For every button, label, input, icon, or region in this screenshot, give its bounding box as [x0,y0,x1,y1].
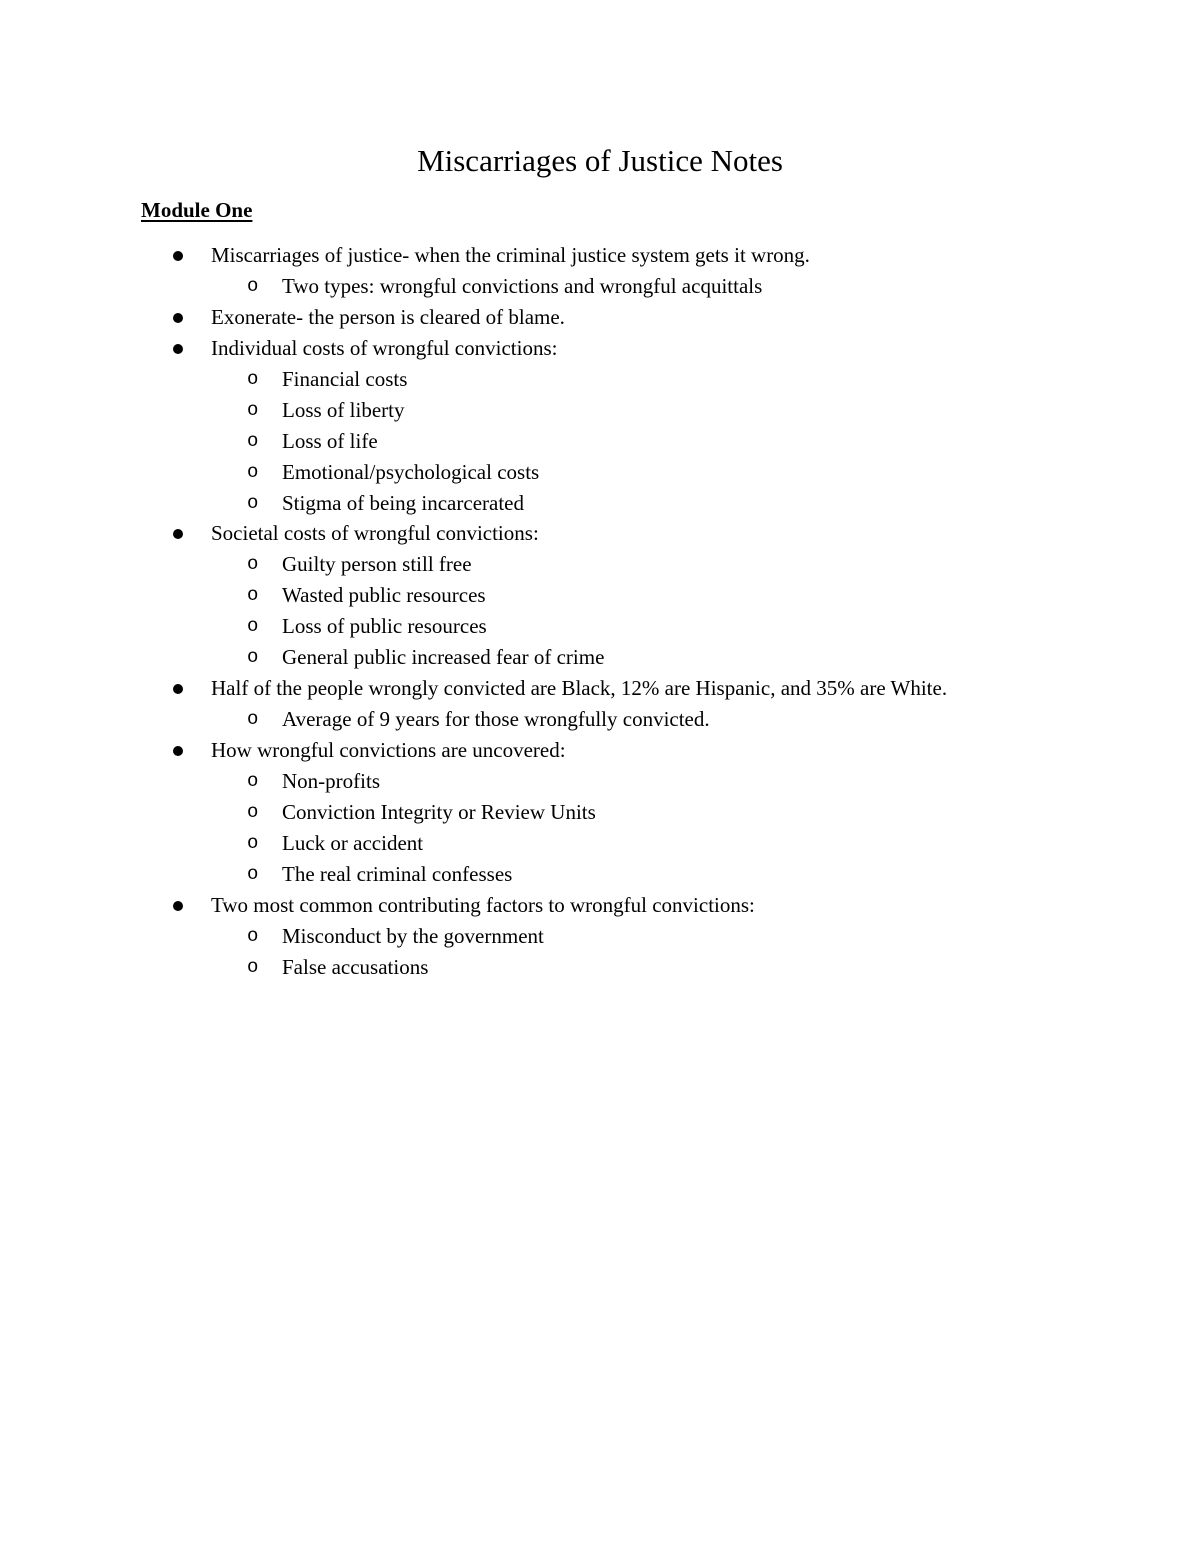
bullet-item-text: Societal costs of wrongful convictions: [211,521,539,546]
bullet-item-text: How wrongful convictions are uncovered: [211,738,566,762]
sub-bullet-marker: o [247,708,259,731]
bullet-item [0,302,1200,333]
sub-bullet-marker: o [247,274,259,297]
bullet-dot-icon [173,251,183,261]
sub-bullet-item [0,828,1200,859]
bullet-dot-icon [173,529,183,539]
sub-bullet-item [0,580,1200,611]
bullet-item [0,240,1200,271]
bullet-item [0,333,1200,364]
sub-bullet-item-text: Conviction Integrity or Review Units [282,799,596,824]
bullet-item [0,735,1200,766]
bullet-dot-icon [173,901,183,911]
sub-bullet-marker: o [247,584,259,607]
bullet-item [0,518,1200,549]
bullet-item-text: Two most common contributing factors to wrongful convictions: [211,892,755,917]
sub-bullet-item [0,549,1200,580]
sub-bullet-item-text: Luck or accident [282,830,424,855]
sub-bullet-item-text: Wasted public resources [282,583,486,608]
bullet-item-text: Exonerate- the person is cleared of blame. [211,304,565,329]
sub-bullet-marker: o [247,955,259,978]
bullet-dot-icon [173,313,183,323]
sub-bullet-item-text: Stigma of being incarcerated [282,490,524,515]
bullet-dot-icon [173,684,183,694]
sub-bullet-marker: o [247,460,259,483]
bullet-item-text: Individual costs of wrongful convictions: [211,335,558,360]
sub-bullet-item [0,364,1200,395]
bullet-item-text: Miscarriages of justice- when the criminal justice system gets it wrong. [211,243,810,267]
sub-bullet-marker: o [247,646,259,669]
bullet-dot-icon [173,746,183,756]
sub-bullet-item-text: Average of 9 years for those wrongfully convicted. [282,707,710,732]
sub-bullet-item [0,952,1200,983]
sub-bullet-item-text: Misconduct by the government [282,923,544,948]
sub-bullet-item [0,457,1200,488]
sub-bullet-marker: o [247,924,259,947]
bullet-item [0,673,1200,704]
bullet-item-text: Half of the people wrongly convicted are Black, 12% are Hispanic, and 35% are White. [211,676,948,701]
section-heading: Module One [141,198,253,222]
sub-bullet-marker: o [247,800,259,823]
bullet-dot-icon [173,344,183,354]
sub-bullet-marker: o [247,429,259,452]
sub-bullet-item-text: Guilty person still free [282,552,472,577]
sub-bullet-marker: o [247,553,259,576]
sub-bullet-item-text: The real criminal confesses [282,861,513,886]
sub-bullet-item [0,426,1200,457]
sub-bullet-item-text: Two types: wrongful convictions and wrongful acquittals [282,273,763,298]
sub-bullet-marker: o [247,769,259,792]
sub-bullet-item [0,611,1200,642]
sub-bullet-marker: o [247,615,259,638]
bullet-item [0,890,1200,921]
sub-bullet-item [0,704,1200,735]
sub-bullet-item-text: Emotional/psychological costs [282,459,540,484]
sub-bullet-item [0,859,1200,890]
notes-outline [0,240,1200,983]
sub-bullet-item-text: General public increased fear of crime [282,645,605,670]
sub-bullet-item-text: False accusations [282,954,429,979]
sub-bullet-item [0,488,1200,519]
sub-bullet-marker: o [247,491,259,514]
sub-bullet-marker: o [247,367,259,390]
sub-bullet-item [0,642,1200,673]
sub-bullet-item [0,797,1200,828]
document-title: Miscarriages of Justice Notes [417,143,783,178]
sub-bullet-marker: o [247,398,259,421]
sub-bullet-item [0,921,1200,952]
sub-bullet-marker: o [247,831,259,854]
sub-bullet-item [0,766,1200,797]
sub-bullet-marker: o [247,862,259,885]
sub-bullet-item-text: Non-profits [282,768,380,793]
sub-bullet-item [0,271,1200,302]
sub-bullet-item-text: Loss of liberty [282,397,405,422]
sub-bullet-item-text: Loss of life [282,428,378,453]
sub-bullet-item-text: Loss of public resources [282,614,487,639]
sub-bullet-item [0,395,1200,426]
sub-bullet-item-text: Financial costs [282,366,408,391]
